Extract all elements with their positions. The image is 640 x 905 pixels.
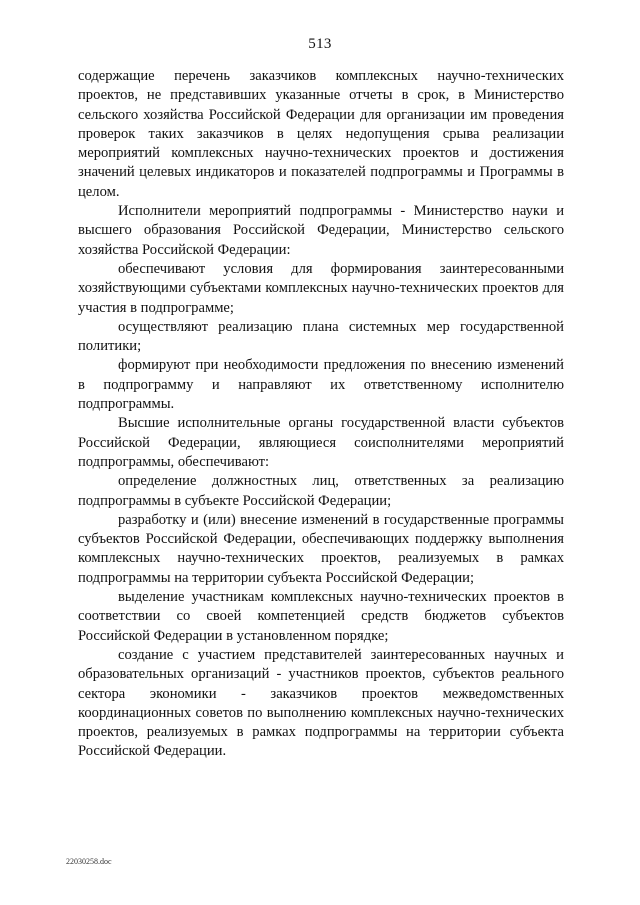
file-name-footer: 22030258.doc [66, 857, 112, 866]
document-body [78, 67, 564, 762]
paragraph-regional-authorities: Высшие исполнительные органы государственной власти субъектов Российской Федерации, являющиеся соисполнителями мероприятий подпрограммы, обеспечивают: [78, 415, 564, 470]
paragraph-proposals: формируют при необходимости предложения по внесению изменений в подпрограмму и направляют их ответственному исполнителю подпрограммы. [78, 357, 564, 413]
paragraph-state-programs: разработку и (или) внесение изменений в государственные программы субъектов Российской Федерации, обеспечивающих поддержку выполнения комплексных научно-технических проектов, реализуемых в рамках подпрограммы на территории субъекта Российской Федерации; [78, 511, 564, 586]
paragraph-policy-plan: осуществляют реализацию плана системных мер государственной политики; [78, 318, 564, 355]
paragraph-officials: определение должностных лиц, ответственных за реализацию подпрограммы в субъекте Российской Федерации; [78, 473, 564, 509]
paragraph-conditions: обеспечивают условия для формирования заинтересованными хозяйствующими субъектами комплексных научно-технических проектов для участия в подпрограмме; [78, 260, 564, 316]
paragraph-continuation: содержащие перечень заказчиков комплексных научно-технических проектов, не представивших указанные отчеты в срок, в Министерство сельского хозяйства Российской Федерации для организации им проведения проверок таких заказчиков в целях недопущения срыва реализации мероприятий комплексных научно-технических проектов и достижения значений целевых индикаторов и показателей подпрограммы и Программы в целом. [78, 68, 564, 200]
paragraph-executors: Исполнители мероприятий подпрограммы - Министерство науки и высшего образования Российской Федерации, Министерство сельского хозяйства Российской Федерации: [78, 203, 564, 258]
paragraph-budget-funds: выделение участникам комплексных научно-технических проектов в соответствии со своей компетенцией средств бюджетов субъектов Российской Федерации в установленном порядке; [78, 589, 564, 644]
page-number: 513 [308, 36, 332, 52]
paragraph-coordination-councils: создание с участием представителей заинтересованных научных и образовательных организаций - участников проектов, субъектов реального сектора экономики - заказчиков проектов межведомственных координационных советов по выполнению комплексных научно-технических проектов, реализуемых в рамках подпрограммы на территории субъекта Российской Федерации. [78, 646, 564, 760]
